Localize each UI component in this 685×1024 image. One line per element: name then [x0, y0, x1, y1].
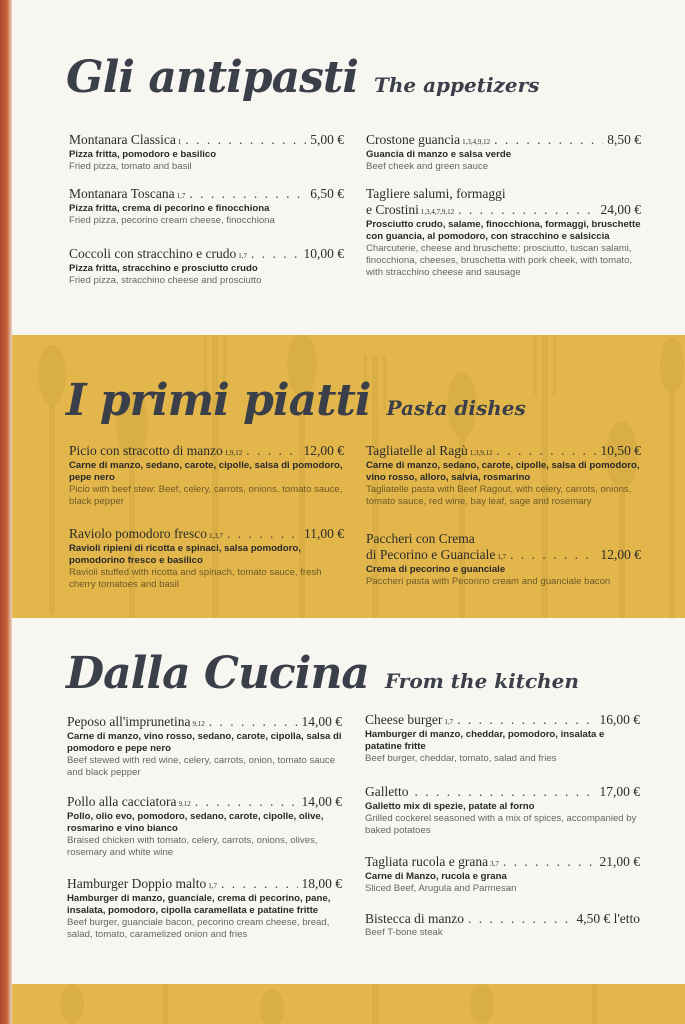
menu-item [69, 132, 344, 173]
item-price: 21,00 € [599, 854, 640, 869]
item-description-en: Fried pizza, pecorino cream cheese, finocchiona [69, 215, 275, 226]
allergen-codes: 3,7 [490, 860, 499, 868]
menu-item [365, 712, 640, 765]
item-description-en: Paccheri pasta with Pecorino cream and guanciale bacon [366, 576, 611, 587]
allergen-codes: 1,3,4,7,9,12 [420, 208, 455, 216]
section-antipasti [12, 0, 685, 335]
item-name: Paccheri con Crema [366, 531, 475, 546]
menu-item [69, 526, 344, 591]
item-description-en: Beef burger, cheddar, tomato, salad and fries [365, 753, 557, 764]
section-title: I primi piatti [66, 375, 371, 426]
item-description-it: Carne di manzo, sedano, carote, cipolle, salsa di pomodoro, vino rosso, alloro, salvia, rosmarino [366, 460, 640, 483]
section-subtitle: Pasta dishes [386, 396, 526, 420]
allergen-codes: 1,7 [497, 553, 507, 561]
allergen-codes: 9,12 [192, 720, 205, 728]
item-name: Galletto [365, 784, 409, 799]
item-name: Crostone guancia [366, 132, 461, 147]
item-price: 5,00 € [310, 132, 344, 147]
item-name-continued: di Pecorino e Guanciale [366, 547, 496, 562]
section-subtitle: The appetizers [373, 73, 540, 97]
item-price: 24,00 € [600, 202, 641, 217]
item-price: 16,00 € [599, 712, 640, 727]
menu-item [366, 443, 641, 508]
cutlery-pattern-decoration [12, 984, 685, 1024]
item-price: 12,00 € [600, 547, 641, 562]
item-description-it: Pizza fritta, pomodoro e basilico [69, 149, 217, 160]
allergen-codes: 1,3,7 [208, 532, 223, 540]
item-name: Tagliata rucola e grana [365, 854, 489, 869]
item-description-en: Charcuterie, cheese and bruschette: prosciutto, tuscan salami, finocchiona, cheeses, bruschetta with pork cheek, with tomato, with stracchino cheese and sausage [366, 243, 633, 278]
item-name: Coccoli con stracchino e crudo [69, 246, 237, 261]
menu-item [365, 854, 640, 895]
section-primi [12, 335, 685, 618]
menu-item [69, 186, 344, 227]
allergen-codes: 1,9,12 [224, 449, 243, 457]
item-name-continued: e Crostini [366, 202, 419, 217]
item-description-it: Carne di manzo, vino rosso, sedano, carote, cipolla, salsa di pomodoro e pepe nero [67, 731, 342, 754]
allergen-codes: 1,7 [176, 192, 186, 200]
item-name: Bistecca di manzo [365, 911, 464, 926]
item-description-it: Ravioli ripieni di ricotta e spinaci, salsa pomodoro, pomodorino fresco e basilico [69, 543, 301, 566]
item-name: Raviolo pomodoro fresco [69, 526, 207, 541]
item-description-en: Grilled cockerel seasoned with a mix of spices, accompanied by baked potatoes [365, 813, 637, 836]
item-name: Hamburger Doppio malto [67, 876, 207, 891]
item-price: 8,50 € [607, 132, 641, 147]
item-price: 18,00 € [301, 876, 342, 891]
item-description-en: Ravioli stuffed with ricotta and spinach, tomato sauce, fresh cherry tomatoes and basil [69, 567, 322, 590]
item-description-it: Pizza fritta, crema di pecorino e finocchiona [69, 203, 270, 214]
section-subtitle: From the kitchen [384, 669, 579, 693]
item-price: 11,00 € [304, 526, 344, 541]
item-description-it: Galletto mix di spezie, patate al forno [365, 801, 535, 812]
allergen-codes: 1,7 [238, 252, 247, 260]
allergen-codes: 1,7 [444, 718, 454, 726]
menu-item [67, 714, 342, 779]
allergen-codes: 1,3,4,9,12 [462, 138, 491, 146]
item-name: Tagliatelle al Ragù [366, 443, 468, 458]
section-title: Dalla Cucina [66, 648, 369, 699]
item-price: 14,00 € [301, 714, 342, 729]
menu-item [67, 876, 342, 941]
item-description-en: Fried pizza, stracchino cheese and prosciutto [69, 275, 262, 286]
item-description-en: Tagliatelle pasta with Beef Ragout, with celery, carrots, onions, tomato sauce, red wine, bay leaf, sage and rosemary [366, 484, 632, 507]
section-cucina [12, 618, 685, 984]
item-name: Pollo alla cacciatora [67, 794, 177, 809]
item-name: Picio con stracotto di manzo [69, 443, 223, 458]
item-description-en: Fried pizza, tomato and basil [69, 161, 192, 172]
item-price: 4,50 € l'etto [576, 911, 640, 926]
item-description-en: Braised chicken with tomato, celery, carrots, onions, olives, rosemary and white wine [67, 835, 318, 858]
menu-item [366, 531, 641, 588]
section-heading-primi [66, 375, 526, 426]
menu-item [366, 186, 641, 279]
menu-item [67, 794, 342, 859]
item-price: 6,50 € [310, 186, 344, 201]
section-heading-cucina [66, 648, 579, 699]
allergen-codes: 1,7 [208, 882, 217, 890]
allergen-codes: 9,12 [178, 800, 191, 808]
item-description-it: Pollo, olio evo, pomodoro, sedano, carote, cipolle, olive, rosmarino e vino bianco [67, 811, 324, 834]
item-name: Tagliere salumi, formaggi [366, 186, 506, 201]
item-description-it: Hamburger di manzo, cheddar, pomodoro, insalata e patatine fritte [365, 729, 605, 752]
menu-item [69, 443, 344, 508]
item-name: Montanara Toscana [69, 186, 175, 201]
item-description-en: Beef stewed with red wine, celery, carrots, onion, tomato sauce and black pepper [67, 755, 336, 778]
item-description-it: Prosciutto crudo, salame, finocchiona, formaggi, bruschette con guancia, al pomodoro, con stracchino e salsiccia [366, 219, 641, 242]
item-description-it: Pizza fritta, stracchino e prosciutto crudo [69, 263, 258, 274]
item-description-en: Picio with beef stew: Beef, celery, carrots, onions, tomato sauce, black pepper [69, 484, 343, 507]
item-description-it: Hamburger di manzo, guanciale, crema di pecorino, pane, insalata, pomodoro, cipolla caramellata e patatine fritte [67, 893, 331, 916]
section-title: Gli antipasti [66, 52, 358, 103]
item-price: 10,00 € [303, 246, 344, 261]
section-heading-antipasti [66, 52, 539, 103]
item-name: Montanara Classica [69, 132, 176, 147]
item-description-en: Beef burger, guanciale bacon, pecorino cream cheese, bread, salad, tomato, caramelized onion and fries [67, 917, 330, 940]
item-description-en: Beef T-bone steak [365, 927, 443, 938]
item-description-it: Crema di pecorino e guanciale [366, 564, 506, 575]
item-description-it: Carne di Manzo, rucola e grana [365, 871, 507, 882]
item-name: Cheese burger [365, 712, 443, 727]
page-edge [0, 0, 12, 1024]
menu-item [69, 246, 344, 287]
item-description-en: Sliced Beef, Arugula and Parmesan [365, 883, 517, 894]
menu-item [366, 132, 641, 173]
item-name: Peposo all'imprunetina [67, 714, 191, 729]
menu-item [365, 911, 640, 939]
item-price: 12,00 € [303, 443, 344, 458]
item-price: 14,00 € [301, 794, 342, 809]
item-price: 10,50 € [600, 443, 641, 458]
item-description-it: Carne di manzo, sedano, carote, cipolle, salsa di pomodoro, pepe nero [69, 460, 343, 483]
footer-band [12, 984, 685, 1024]
item-price: 17,00 € [599, 784, 640, 799]
item-description-en: Beef cheek and green sauce [366, 161, 489, 172]
allergen-codes: 1 [177, 138, 182, 146]
allergen-codes: 1,3,9,12 [469, 449, 493, 457]
item-description-it: Guancia di manzo e salsa verde [366, 149, 512, 160]
menu-item [365, 784, 640, 837]
